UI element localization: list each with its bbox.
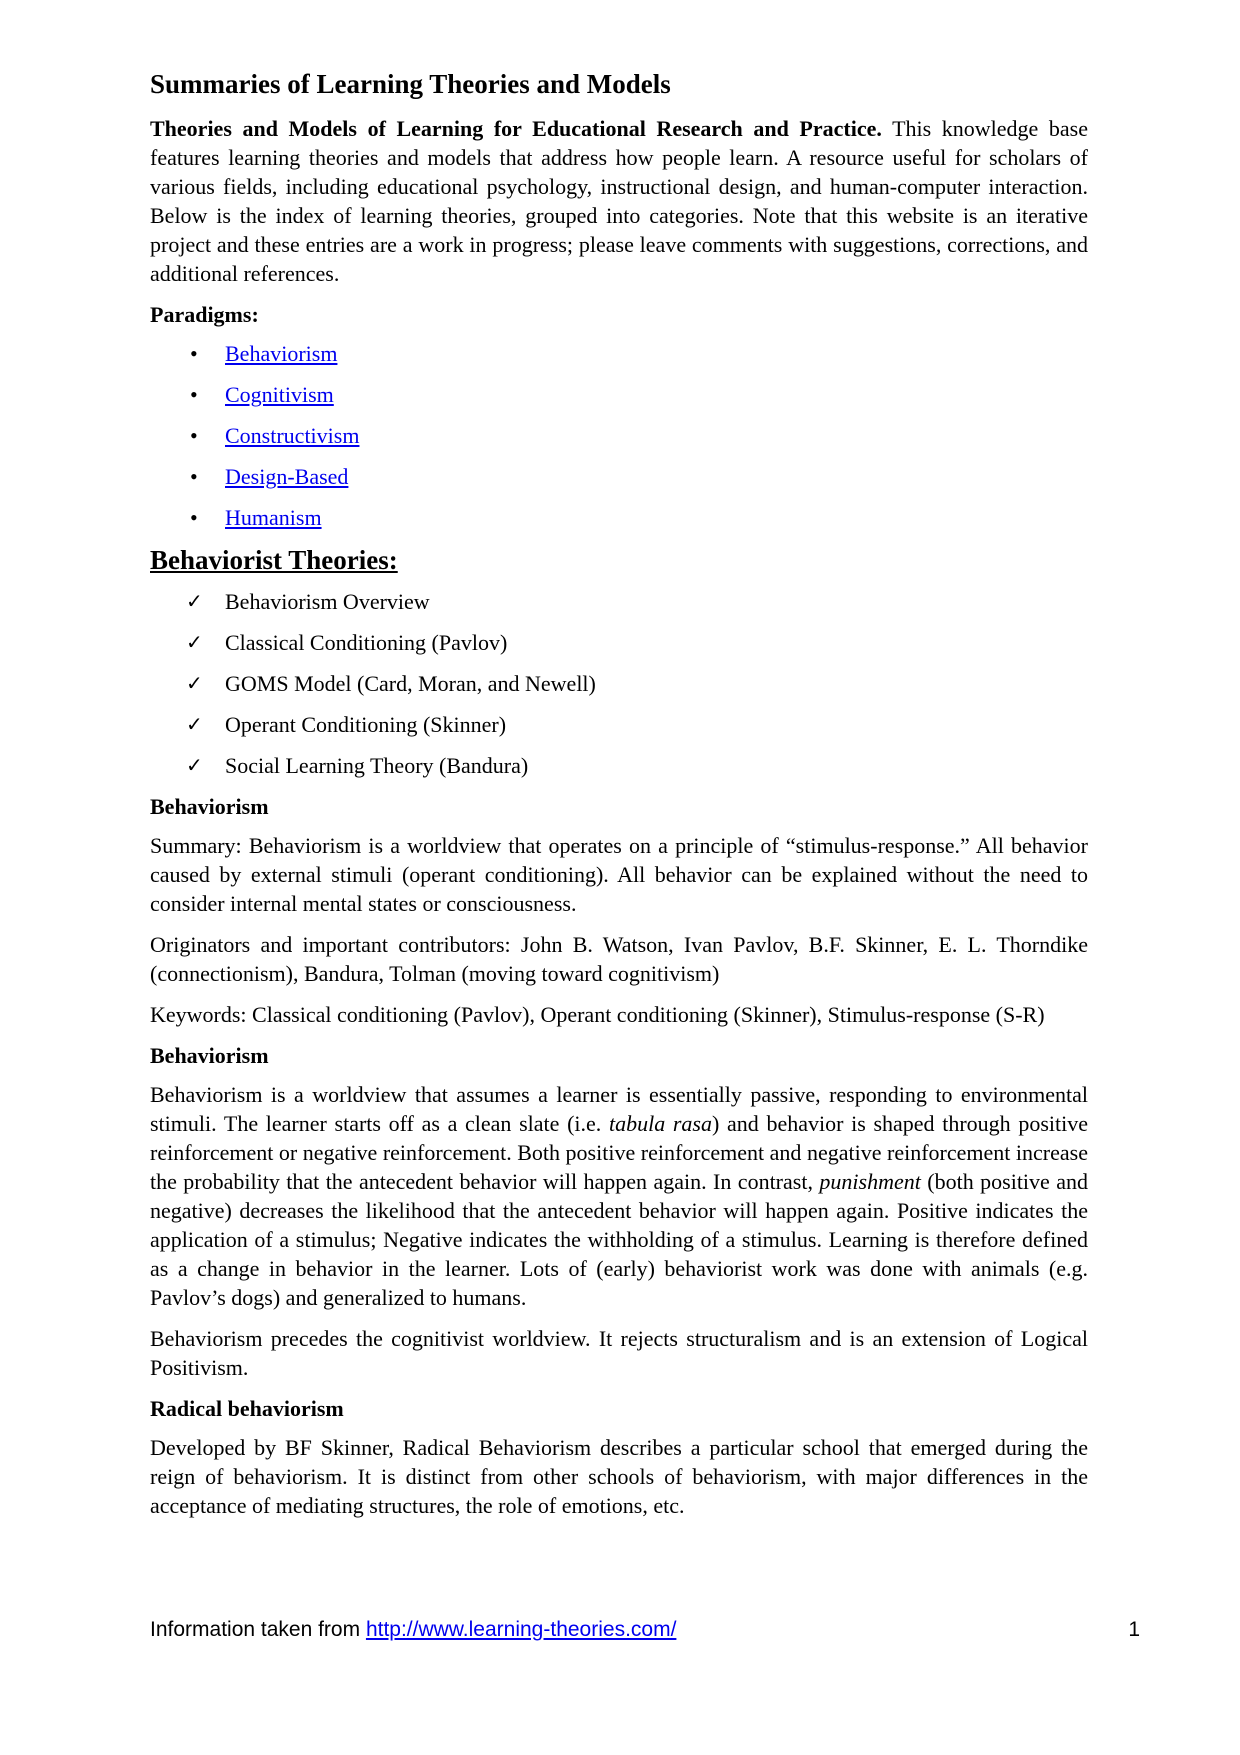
behaviorist-theories-heading: Behaviorist Theories: xyxy=(150,545,398,576)
footer-source-text: Information taken from xyxy=(150,1618,366,1641)
paradigm-item xyxy=(150,380,1088,409)
footer-source-link[interactable]: http://www.learning-theories.com/ xyxy=(365,1618,677,1641)
checkmark-icon: ✓ xyxy=(186,629,203,654)
detail-text-a: Behaviorism is a worldview that assumes a learner is essentially passive, responding to environmental stimuli. The learner starts off as a clean slate (i.e. xyxy=(150,1081,1088,1136)
paradigm-item xyxy=(150,421,1088,450)
intro-text: This knowledge base features learning theories and models that address how people learn. A resource useful for scholars of various fields, including educational psychology, instructional design, and human-computer interaction. Below is the index of learning theories, grouped into categories. Note that this website is an iterative project and these entries are a work in progress; please leave comments with suggestions, corrections, and additional references. xyxy=(150,116,1088,287)
checkmark-icon: ✓ xyxy=(186,588,203,613)
theory-label: Operant Conditioning (Skinner) xyxy=(225,711,507,737)
page-content xyxy=(150,68,1088,1532)
page-footer xyxy=(150,1618,1140,1642)
paradigm-link-behaviorism[interactable]: Behaviorism xyxy=(225,341,338,367)
section-heading-behaviorism-detail: Behaviorism xyxy=(150,1042,269,1068)
theory-item xyxy=(150,669,1088,698)
theory-label: GOMS Model (Card, Moran, and Newell) xyxy=(225,670,596,696)
detail-italic-punishment: punishment xyxy=(819,1168,921,1194)
paradigm-link-design-based[interactable]: Design-Based xyxy=(225,464,349,490)
behaviorist-theories-list xyxy=(150,587,1088,780)
theory-item xyxy=(150,587,1088,616)
theory-item xyxy=(150,751,1088,780)
page-number: 1 xyxy=(1128,1618,1140,1641)
section-heading-radical-behaviorism: Radical behaviorism xyxy=(150,1395,344,1421)
theory-item xyxy=(150,628,1088,657)
paradigm-item xyxy=(150,462,1088,491)
intro-bold-lead: Theories and Models of Learning for Educational Research and Practice. xyxy=(150,116,882,142)
bullet-icon: • xyxy=(190,505,198,531)
paradigms-heading: Paradigms: xyxy=(150,302,259,328)
detail-text-b: ) and behavior is shaped through positive reinforcement or negative reinforcement. Both positive reinforcement and negative reinforcement increase the probability that the antecedent behavior will happen again. In contrast, xyxy=(150,1110,1088,1194)
paradigms-list xyxy=(150,339,1088,532)
detail-italic-tabula-rasa: tabula rasa xyxy=(608,1110,712,1136)
theory-label: Behaviorism Overview xyxy=(225,588,430,614)
bullet-icon: • xyxy=(190,382,198,408)
bullet-icon: • xyxy=(190,341,198,367)
paradigm-link-humanism[interactable]: Humanism xyxy=(225,505,322,531)
keywords-paragraph: Keywords: Classical conditioning (Pavlov), Operant conditioning (Skinner), Stimulus-response (S-R) xyxy=(150,1001,1045,1027)
paradigm-item xyxy=(150,339,1088,368)
summary-paragraph: Summary: Behaviorism is a worldview that operates on a principle of “stimulus-response.” All behavior caused by external stimuli (operant conditioning). All behavior can be explained without the need to consider internal mental states or consciousness. xyxy=(150,832,1088,916)
bullet-icon: • xyxy=(190,423,198,449)
bullet-icon: • xyxy=(190,464,198,490)
behaviorism-detail-paragraph xyxy=(150,1080,1088,1312)
paradigm-link-constructivism[interactable]: Constructivism xyxy=(225,423,360,449)
intro-paragraph xyxy=(150,114,1088,288)
paradigm-link-cognitivism[interactable]: Cognitivism xyxy=(225,382,334,408)
detail-text-c: (both positive and negative) decreases the likelihood that the antecedent behavior will happen again. Positive indicates the application of a stimulus; Negative indicates the withholding of a stimulus. Learning is therefore defined as a change in behavior in the learner. Lots of (early) behaviorist work was done with animals (e.g. Pavlov’s dogs) and generalized to humans. xyxy=(150,1168,1088,1310)
paradigm-item xyxy=(150,503,1088,532)
theory-label: Classical Conditioning (Pavlov) xyxy=(225,629,508,655)
radical-behaviorism-paragraph: Developed by BF Skinner, Radical Behaviorism describes a particular school that emerged during the reign of behaviorism. It is distinct from other schools of behaviorism, with major differences in the acceptance of mediating structures, the role of emotions, etc. xyxy=(150,1434,1088,1518)
theory-label: Social Learning Theory (Bandura) xyxy=(225,752,529,778)
checkmark-icon: ✓ xyxy=(186,752,203,777)
section-heading-behaviorism-summary: Behaviorism xyxy=(150,793,269,819)
originators-paragraph: Originators and important contributors: John B. Watson, Ivan Pavlov, B.F. Skinner, E. L. Thorndike (connectionism), Bandura, Tolman (moving toward cognitivism) xyxy=(150,931,1088,986)
page-title: Summaries of Learning Theories and Models xyxy=(150,69,671,99)
checkmark-icon: ✓ xyxy=(186,711,203,736)
behaviorism-precedes-paragraph: Behaviorism precedes the cognitivist worldview. It rejects structuralism and is an extension of Logical Positivism. xyxy=(150,1325,1088,1380)
checkmark-icon: ✓ xyxy=(186,670,203,695)
theory-item xyxy=(150,710,1088,739)
